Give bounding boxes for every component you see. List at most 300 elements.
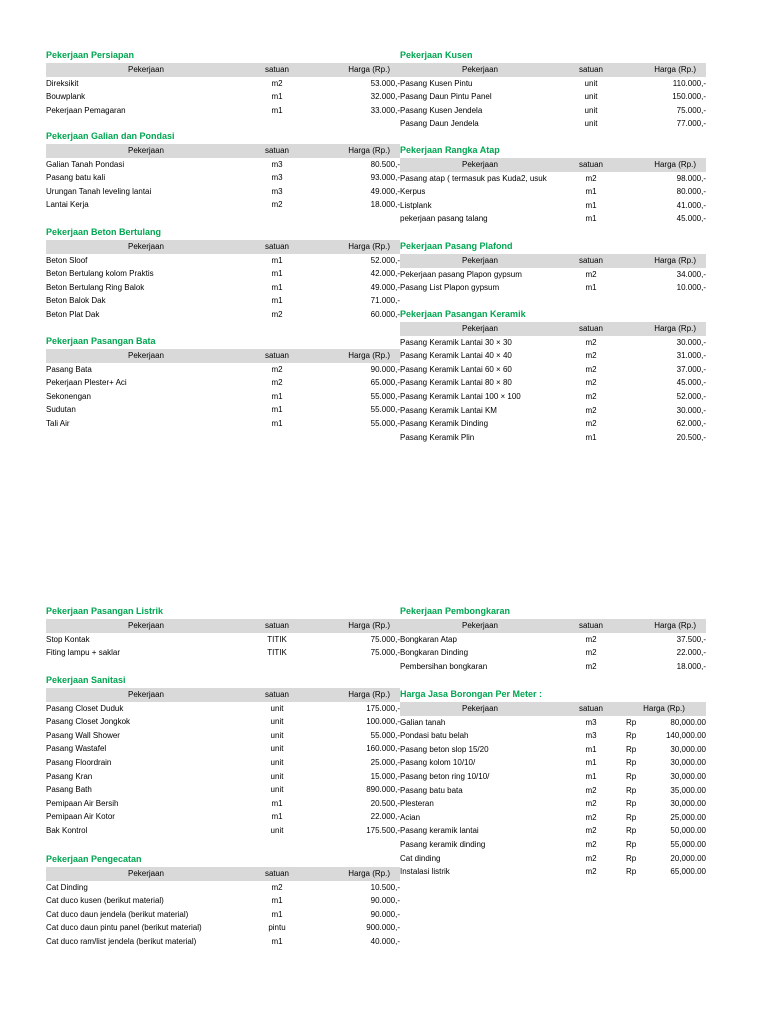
header-satuan: satuan (560, 322, 622, 336)
section-borongan (400, 688, 706, 879)
cell-currency: Rp (626, 799, 637, 809)
cell-harga: 55.000,- (370, 418, 400, 428)
cell-harga: 18.000,- (676, 661, 706, 671)
cell-satuan: m2 (585, 661, 597, 671)
section-title: Pekerjaan Pembongkaran (400, 606, 511, 616)
table-row (46, 770, 400, 784)
cell-pekerjaan: Sudutan (46, 405, 76, 415)
table-row (46, 90, 400, 104)
cell-satuan: m1 (585, 200, 597, 210)
cell-pekerjaan: Pasang Kran (46, 771, 93, 781)
table-row (400, 633, 706, 647)
cell-harga: 10.000,- (676, 283, 706, 293)
price-table (46, 867, 400, 949)
section-beton-bertulang (46, 226, 400, 322)
cell-harga: 30,000.00 (670, 744, 706, 754)
table-row (46, 417, 400, 431)
cell-pekerjaan: Pasang Daun Pintu Panel (400, 92, 492, 102)
header-satuan: satuan (246, 144, 308, 158)
cell-pekerjaan: Pasang batu kali (46, 173, 106, 183)
section-title: Pekerjaan Pasangan Bata (46, 336, 156, 346)
header-pekerjaan: Pekerjaan (400, 619, 560, 633)
header-satuan: satuan (246, 349, 308, 363)
price-table (46, 240, 400, 322)
cell-pekerjaan: Pasang beton ring 10/10/ (400, 771, 490, 781)
cell-pekerjaan: Sekonengan (46, 391, 91, 401)
cell-harga: 25.000,- (370, 757, 400, 767)
header-harga: Harga (Rp.) (308, 240, 400, 254)
cell-currency: Rp (626, 731, 637, 741)
table-row (400, 660, 706, 674)
cell-satuan: m1 (585, 283, 597, 293)
cell-currency: Rp (626, 826, 637, 836)
cell-pekerjaan: Pekerjaan pasang Plapon gypsum (400, 269, 522, 279)
cell-harga: 33.000,- (370, 105, 400, 115)
cell-satuan: m3 (271, 186, 283, 196)
section-pasangan-bata (46, 335, 400, 431)
table-header-row (400, 254, 706, 268)
header-harga: Harga (Rp.) (622, 254, 706, 268)
section-title: Pekerjaan Pengecatan (46, 854, 142, 864)
cell-pekerjaan: Stop Kontak (46, 634, 90, 644)
table-row (46, 185, 400, 199)
cell-satuan: unit (270, 825, 284, 835)
cell-satuan: m3 (585, 717, 597, 727)
cell-satuan: m3 (271, 159, 283, 169)
cell-currency: Rp (626, 853, 637, 863)
section-sanitasi (46, 674, 400, 838)
table-row (46, 715, 400, 729)
cell-currency: Rp (626, 744, 637, 754)
table-row (400, 646, 706, 660)
cell-currency: Rp (626, 758, 637, 768)
cell-pekerjaan: Listplank (400, 200, 432, 210)
cell-satuan: unit (584, 92, 598, 102)
cell-satuan: m2 (585, 351, 597, 361)
cell-currency: Rp (626, 771, 637, 781)
section-title: Pekerjaan Pasang Plafond (400, 241, 513, 251)
table-row (46, 729, 400, 743)
header-pekerjaan: Pekerjaan (400, 63, 560, 77)
table-row (400, 431, 706, 445)
table-row (400, 104, 706, 118)
table-row (400, 117, 706, 131)
cell-harga: 15.000,- (370, 771, 400, 781)
table-row (46, 294, 400, 308)
cell-harga: 55.000,- (370, 730, 400, 740)
table-row (400, 390, 706, 404)
cell-satuan: m1 (271, 105, 283, 115)
cell-harga: 20.500,- (676, 432, 706, 442)
cell-pekerjaan: Pasang kolom 10/10/ (400, 758, 476, 768)
cell-harga: 175.500,- (366, 825, 400, 835)
cell-satuan: m1 (271, 909, 283, 919)
cell-satuan: m1 (585, 744, 597, 754)
header-pekerjaan: Pekerjaan (46, 619, 246, 633)
cell-pekerjaan: Instalasi listrik (400, 867, 450, 877)
cell-pekerjaan: Pasang Wastafel (46, 744, 107, 754)
price-table (400, 702, 706, 879)
section-plafond (400, 240, 706, 295)
section-title: Pekerjaan Persiapan (46, 50, 135, 60)
cell-harga: 98.000,- (676, 173, 706, 183)
table-row (46, 824, 400, 838)
table-row (46, 390, 400, 404)
header-harga: Harga (Rp.) (622, 702, 706, 716)
table-row (400, 811, 706, 825)
cell-harga: 20,000.00 (670, 853, 706, 863)
cell-harga: 60.000,- (370, 309, 400, 319)
table-row (400, 417, 706, 431)
cell-satuan: m2 (585, 405, 597, 415)
table-row (400, 90, 706, 104)
cell-harga: 110.000,- (672, 78, 706, 88)
cell-harga: 175.000,- (366, 703, 400, 713)
price-table (46, 688, 400, 838)
header-pekerjaan: Pekerjaan (400, 702, 560, 716)
cell-pekerjaan: Cat dinding (400, 853, 441, 863)
table-row (46, 77, 400, 91)
section-pembongkaran (400, 605, 706, 673)
cell-pekerjaan: Cat duco daun jendela (berikut material) (46, 909, 189, 919)
section-rangka-atap (400, 144, 706, 226)
table-row (400, 784, 706, 798)
cell-satuan: m1 (585, 187, 597, 197)
cell-harga: 37.500,- (676, 634, 706, 644)
header-harga: Harga (Rp.) (308, 63, 400, 77)
header-satuan: satuan (246, 619, 308, 633)
cell-pekerjaan: Pasang Wall Shower (46, 730, 120, 740)
cell-pekerjaan: Pekerjaan Plester+ Aci (46, 378, 127, 388)
cell-satuan: m2 (585, 419, 597, 429)
table-row (400, 824, 706, 838)
cell-harga: 45.000,- (676, 378, 706, 388)
header-harga: Harga (Rp.) (308, 144, 400, 158)
table-header-row (46, 349, 400, 363)
table-row (46, 797, 400, 811)
section-title: Pekerjaan Rangka Atap (400, 145, 500, 155)
header-pekerjaan: Pekerjaan (46, 688, 246, 702)
table-row (400, 852, 706, 866)
cell-satuan: m2 (585, 391, 597, 401)
cell-pekerjaan: Direksikit (46, 78, 79, 88)
cell-harga: 52.000,- (676, 391, 706, 401)
cell-harga: 55.000,- (370, 391, 400, 401)
cell-harga: 52.000,- (370, 255, 400, 265)
cell-harga: 75.000,- (370, 634, 400, 644)
header-satuan: satuan (246, 867, 308, 881)
cell-harga: 20.500,- (370, 798, 400, 808)
cell-pekerjaan: Pasang Keramik Lantai KM (400, 405, 497, 415)
cell-pekerjaan: Beton Sloof (46, 255, 88, 265)
cell-satuan: TITIK (267, 634, 287, 644)
table-header-row (46, 867, 400, 881)
cell-satuan: unit (584, 119, 598, 129)
cell-harga: 80.500,- (370, 159, 400, 169)
cell-currency: Rp (626, 839, 637, 849)
cell-pekerjaan: Pembersihan bongkaran (400, 661, 488, 671)
table-header-row (400, 158, 706, 172)
cell-satuan: m2 (585, 839, 597, 849)
cell-harga: 31.000,- (676, 351, 706, 361)
cell-satuan: m2 (585, 634, 597, 644)
cell-satuan: m2 (585, 853, 597, 863)
table-row (400, 349, 706, 363)
price-table (400, 254, 706, 295)
cell-pekerjaan: Pasang atap ( termasuk pas Kuda2, usuk (400, 173, 547, 183)
cell-satuan: m2 (585, 867, 597, 877)
header-pekerjaan: Pekerjaan (400, 322, 560, 336)
table-row (400, 363, 706, 377)
cell-pekerjaan: Bongkaran Dinding (400, 648, 469, 658)
cell-harga: 90.000,- (370, 909, 400, 919)
cell-pekerjaan: Pasang Keramik Lantai 40 × 40 (400, 351, 512, 361)
table-row (46, 702, 400, 716)
cell-harga: 93.000,- (370, 173, 400, 183)
table-header-row (400, 702, 706, 716)
cell-pekerjaan: Beton Bertulang Ring Balok (46, 282, 145, 292)
table-row (400, 199, 706, 213)
table-row (400, 716, 706, 730)
cell-satuan: m2 (271, 78, 283, 88)
table-row (46, 376, 400, 390)
cell-harga: 80,000.00 (670, 717, 706, 727)
cell-harga: 90.000,- (370, 364, 400, 374)
header-pekerjaan: Pekerjaan (46, 240, 246, 254)
cell-satuan: m1 (585, 432, 597, 442)
cell-pekerjaan: Pasang Keramik Lantai 80 × 80 (400, 378, 512, 388)
header-satuan: satuan (560, 63, 622, 77)
table-row (46, 810, 400, 824)
cell-pekerjaan: Tali Air (46, 418, 70, 428)
header-satuan: satuan (560, 702, 622, 716)
cell-satuan: m2 (271, 882, 283, 892)
cell-harga: 30,000.00 (670, 758, 706, 768)
table-row (400, 281, 706, 295)
cell-pekerjaan: Pasang keramik dinding (400, 839, 486, 849)
cell-satuan: m2 (585, 826, 597, 836)
cell-harga: 75.000,- (370, 648, 400, 658)
table-row (400, 268, 706, 282)
cell-satuan: m2 (271, 364, 283, 374)
price-table (46, 349, 400, 431)
table-row (46, 921, 400, 935)
cell-pekerjaan: Bak Kontrol (46, 825, 88, 835)
table-row (46, 646, 400, 660)
cell-harga: 25,000.00 (670, 812, 706, 822)
header-harga: Harga (Rp.) (308, 349, 400, 363)
cell-pekerjaan: Pasang keramik lantai (400, 826, 479, 836)
cell-satuan: m2 (585, 812, 597, 822)
cell-harga: 41.000,- (676, 200, 706, 210)
cell-satuan: unit (270, 757, 284, 767)
table-row (400, 77, 706, 91)
header-pekerjaan: Pekerjaan (46, 349, 246, 363)
table-row (400, 865, 706, 879)
cell-harga: 30,000.00 (670, 771, 706, 781)
cell-pekerjaan: Fiting lampu + saklar (46, 648, 121, 658)
cell-harga: 150.000,- (672, 92, 706, 102)
header-harga: Harga (Rp.) (308, 688, 400, 702)
cell-pekerjaan: Cat duco kusen (berikut material) (46, 896, 164, 906)
cell-harga: 49.000,- (370, 186, 400, 196)
header-pekerjaan: Pekerjaan (46, 63, 246, 77)
cell-harga: 22.000,- (676, 648, 706, 658)
section-title: Harga Jasa Borongan Per Meter : (400, 689, 543, 699)
table-row (46, 881, 400, 895)
cell-harga: 62.000,- (676, 419, 706, 429)
section-title: Pekerjaan Beton Bertulang (46, 227, 162, 237)
cell-satuan: m1 (271, 936, 283, 946)
table-row (46, 894, 400, 908)
cell-satuan: m1 (585, 758, 597, 768)
table-row (46, 254, 400, 268)
cell-satuan: m1 (271, 255, 283, 265)
section-persiapan (46, 49, 400, 117)
cell-harga: 90.000,- (370, 896, 400, 906)
section-galian-pondasi (46, 130, 400, 212)
cell-harga: 18.000,- (370, 200, 400, 210)
cell-harga: 900.000,- (366, 923, 400, 933)
cell-pekerjaan: Pasang Keramik Lantai 30 × 30 (400, 337, 512, 347)
cell-harga: 80.000,- (676, 187, 706, 197)
cell-pekerjaan: Pasang List Plapon gypsum (400, 283, 500, 293)
section-title: Pekerjaan Pasangan Listrik (46, 606, 164, 616)
cell-satuan: unit (270, 730, 284, 740)
table-row (400, 376, 706, 390)
cell-pekerjaan: Pemipaan Air Bersih (46, 798, 119, 808)
cell-harga: 71.000,- (370, 296, 400, 306)
header-pekerjaan: Pekerjaan (46, 867, 246, 881)
table-row (46, 198, 400, 212)
table-row (46, 363, 400, 377)
cell-pekerjaan: Pasang Kusen Pintu (400, 78, 473, 88)
cell-currency: Rp (626, 717, 637, 727)
table-row (46, 783, 400, 797)
cell-pekerjaan: Pasang Floordrain (46, 757, 112, 767)
table-row (46, 403, 400, 417)
cell-satuan: m1 (271, 405, 283, 415)
cell-harga: 34.000,- (676, 269, 706, 279)
cell-harga: 30.000,- (676, 405, 706, 415)
table-row (46, 281, 400, 295)
cell-pekerjaan: Beton Plat Dak (46, 309, 100, 319)
cell-pekerjaan: Bouwplank (46, 92, 86, 102)
cell-satuan: unit (270, 785, 284, 795)
cell-satuan: m1 (271, 391, 283, 401)
cell-satuan: m2 (271, 309, 283, 319)
cell-pekerjaan: Plesteran (400, 799, 434, 809)
table-row (46, 267, 400, 281)
cell-pekerjaan: Beton Bertulang kolom Praktis (46, 269, 154, 279)
cell-satuan: m1 (271, 812, 283, 822)
cell-pekerjaan: Cat Dinding (46, 882, 88, 892)
cell-satuan: m2 (585, 648, 597, 658)
cell-satuan: m1 (271, 418, 283, 428)
cell-pekerjaan: pekerjaan pasang talang (400, 214, 488, 224)
cell-harga: 30.000,- (676, 337, 706, 347)
section-pengecatan (46, 853, 400, 949)
header-satuan: satuan (560, 254, 622, 268)
cell-pekerjaan: Pekerjaan Pemagaran (46, 105, 126, 115)
cell-pekerjaan: Lantai Kerja (46, 200, 89, 210)
section-title: Pekerjaan Pasangan Keramik (400, 309, 526, 319)
cell-satuan: m2 (585, 378, 597, 388)
cell-currency: Rp (626, 785, 637, 795)
cell-satuan: unit (584, 105, 598, 115)
header-satuan: satuan (560, 619, 622, 633)
table-header-row (46, 688, 400, 702)
cell-satuan: m1 (271, 896, 283, 906)
header-harga: Harga (Rp.) (622, 158, 706, 172)
cell-pekerjaan: Cat duco ram/list jendela (berikut material) (46, 936, 197, 946)
cell-harga: 890.000,- (366, 785, 400, 795)
cell-satuan: m3 (585, 731, 597, 741)
cell-pekerjaan: Galian tanah (400, 717, 446, 727)
price-table (400, 158, 706, 226)
table-row (400, 336, 706, 350)
cell-pekerjaan: Pasang Closet Duduk (46, 703, 124, 713)
table-header-row (400, 63, 706, 77)
cell-pekerjaan: Pasang Daun Jendela (400, 119, 479, 129)
table-row (400, 404, 706, 418)
cell-pekerjaan: Pasang batu bata (400, 785, 463, 795)
table-row (400, 838, 706, 852)
cell-satuan: m2 (585, 364, 597, 374)
cell-harga: 30,000.00 (670, 799, 706, 809)
cell-pekerjaan: Cat duco daun pintu panel (berikut material) (46, 923, 202, 933)
cell-pekerjaan: Urungan Tanah leveling lantai (46, 186, 152, 196)
table-row (46, 908, 400, 922)
table-row (46, 158, 400, 172)
price-table (46, 63, 400, 117)
cell-satuan: m2 (585, 785, 597, 795)
cell-satuan: m1 (585, 214, 597, 224)
table-row (46, 742, 400, 756)
cell-satuan: m2 (271, 200, 283, 210)
header-harga: Harga (Rp.) (622, 619, 706, 633)
cell-pekerjaan: Pasang Bath (46, 785, 92, 795)
table-header-row (46, 240, 400, 254)
cell-pekerjaan: Pondasi batu belah (400, 731, 469, 741)
table-row (400, 756, 706, 770)
cell-harga: 77.000,- (676, 119, 706, 129)
header-pekerjaan: Pekerjaan (46, 144, 246, 158)
cell-pekerjaan: Beton Balok Dak (46, 296, 106, 306)
table-row (400, 212, 706, 226)
cell-harga: 37.000,- (676, 364, 706, 374)
header-pekerjaan: Pekerjaan (400, 158, 560, 172)
cell-pekerjaan: Pemipaan Air Kotor (46, 812, 115, 822)
cell-satuan: m1 (271, 282, 283, 292)
header-satuan: satuan (246, 688, 308, 702)
cell-harga: 49.000,- (370, 282, 400, 292)
cell-harga: 75.000,- (676, 105, 706, 115)
cell-satuan: unit (270, 744, 284, 754)
cell-currency: Rp (626, 867, 637, 877)
cell-satuan: m1 (271, 296, 283, 306)
cell-harga: 22.000,- (370, 812, 400, 822)
table-row (46, 633, 400, 647)
table-row (46, 756, 400, 770)
cell-satuan: m1 (271, 798, 283, 808)
cell-satuan: m1 (271, 92, 283, 102)
price-table (400, 63, 706, 131)
cell-harga: 55,000.00 (670, 839, 706, 849)
table-row (46, 104, 400, 118)
cell-harga: 140,000.00 (665, 731, 706, 741)
cell-satuan: m2 (585, 337, 597, 347)
